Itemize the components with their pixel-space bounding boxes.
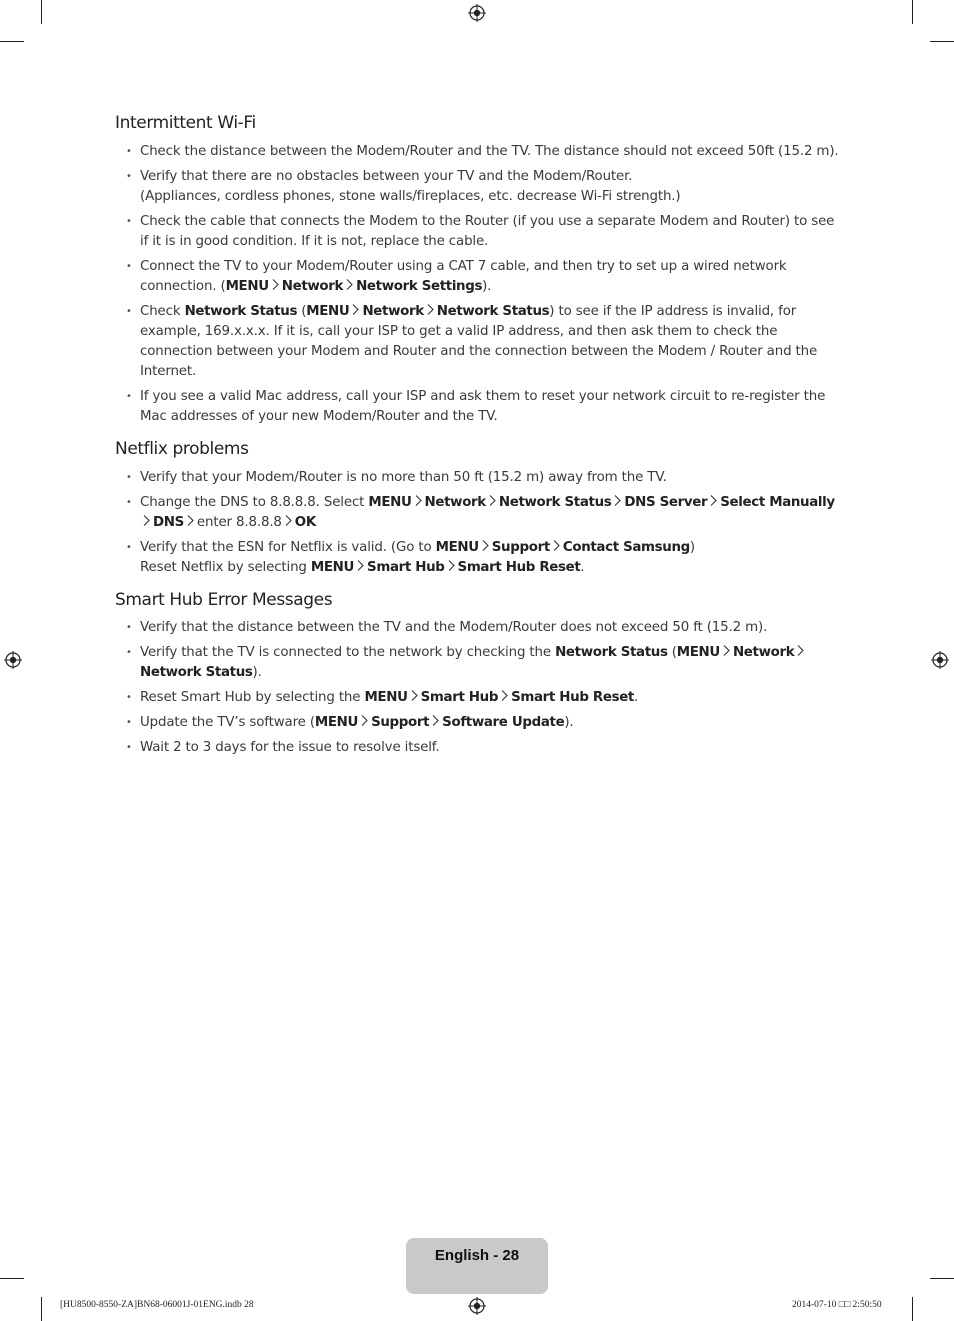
list-item [115,738,840,758]
list-item [115,257,840,297]
menu-path-term: Network Status [184,304,298,319]
chevron-right-icon [488,494,497,507]
menu-path-term: DNS Server [624,495,708,510]
section-netflix-problems [115,439,840,578]
text-run: Verify that there are no obstacles between your TV and the Modem/Router. [140,169,633,184]
menu-path-term: Support [491,540,550,555]
menu-path-term: MENU [676,645,720,660]
menu-path-term: DNS [153,515,184,530]
section-smart-hub-error-messages [115,590,840,758]
text-run: ) [689,540,695,555]
text-run: ). [482,279,492,294]
registration-mark-icon [468,4,486,22]
footer-date-info: 2014-07-10 □□ 2:50:50 [792,1300,882,1310]
menu-path-term: Network [424,495,486,510]
chevron-right-icon [613,494,622,507]
section-heading: Netflix problems [115,439,249,459]
page-number-label: English - 28 [434,1247,520,1264]
list-item [115,167,840,207]
list-item [115,713,840,733]
list-item [115,643,840,683]
section-intermittent-wifi [115,113,840,427]
crop-mark [912,1297,913,1321]
chevron-right-icon [552,539,561,552]
chevron-right-icon [500,689,509,702]
text-run: Verify that the TV is connected to the network by checking the [140,645,556,660]
text-run: Check the cable that connects the Modem to the Router (if you use a separate Modem and Router) to see if it is in good condition. If it is not, replace the cable. [140,214,835,249]
list-item [115,302,840,382]
chevron-right-icon [426,303,435,316]
menu-path-term: MENU [364,690,408,705]
page-content [115,113,840,758]
chevron-right-icon [414,494,423,507]
text-run: Verify that your Modem/Router is no more than 50 ft (15.2 m) away from the TV. [140,470,667,485]
bullet-list [115,142,840,427]
text-run: ). [252,665,262,680]
menu-path-term: Smart Hub [367,560,445,575]
chevron-right-icon [360,714,369,727]
menu-path-term: MENU [310,560,355,575]
registration-mark-icon [4,651,22,669]
chevron-right-icon [345,278,354,291]
list-item [115,212,840,252]
crop-mark [0,41,24,42]
text-run: Verify that the ESN for Netflix is valid. (Go to [140,540,436,555]
menu-path-term: MENU [368,495,412,510]
text-run: (Appliances, cordless phones, stone walls/fireplaces, etc. decrease Wi-Fi strength.) [140,189,681,204]
menu-path-term: Network Status [140,665,253,680]
menu-path-term: Network [281,279,344,294]
text-run: Connect the TV to your Modem/Router using a CAT 7 cable, and then try to set up a wired network connection. ( [140,259,787,294]
menu-path-term: MENU [225,279,269,294]
menu-path-term: Network [732,645,795,660]
crop-mark [0,1278,24,1279]
list-item [115,538,840,578]
crop-mark [912,0,913,24]
menu-path-term: Network Status [498,495,612,510]
list-item [115,468,840,488]
list-item [115,142,840,162]
registration-mark-icon [468,1297,486,1315]
section-heading: Intermittent Wi-Fi [115,113,256,133]
menu-path-term: MENU [314,715,359,730]
list-item [115,387,840,427]
menu-path-term: Network Status [436,304,550,319]
page-number-tab [406,1238,548,1294]
list-item [115,688,840,708]
crop-mark [930,41,954,42]
chevron-right-icon [410,689,419,702]
text-run: ( [667,645,677,660]
text-run: If you see a valid Mac address, call your ISP and ask them to reset your network circuit to re-register the Mac addresses of your new Modem/Router and the TV. [140,389,826,424]
menu-path-term: OK [294,515,316,530]
chevron-right-icon [447,559,456,572]
bullet-list [115,468,840,578]
menu-path-term: Network Settings [356,279,483,294]
text-run: . [580,560,585,575]
list-item [115,493,840,533]
section-heading: Smart Hub Error Messages [115,590,333,610]
menu-path-term: Contact Samsung [562,540,690,555]
text-run: Reset Netflix by selecting [140,560,311,575]
text-run: . [633,690,639,705]
footer-file-info: [HU8500-8550-ZA]BN68-06001J-01ENG.indb 28 [60,1300,254,1310]
text-run: enter 8.8.8.8 [196,515,282,530]
menu-path-term: Smart Hub Reset [511,690,634,705]
chevron-right-icon [284,514,293,527]
bullet-list [115,618,840,758]
text-run: Reset Smart Hub by selecting the [140,690,365,705]
menu-path-term: MENU [306,304,350,319]
chevron-right-icon [271,278,280,291]
menu-path-term: MENU [435,540,479,555]
menu-path-term: Software Update [442,715,565,730]
crop-mark [41,1297,42,1321]
menu-path-term: Smart Hub [420,690,499,705]
chevron-right-icon [481,539,490,552]
text-run: ). [564,715,574,730]
menu-path-term: Network [362,304,424,319]
text-run: Check [140,304,185,319]
chevron-right-icon [351,303,360,316]
chevron-right-icon [709,494,718,507]
chevron-right-icon [722,644,731,657]
menu-path-term: Smart Hub Reset [457,560,581,575]
text-run: ( [297,304,307,319]
chevron-right-icon [356,559,365,572]
menu-path-term: Support [371,715,430,730]
crop-mark [41,0,42,24]
text-run: Change the DNS to 8.8.8.8. Select [140,495,369,510]
registration-mark-icon [931,651,949,669]
crop-mark [930,1278,954,1279]
menu-path-term: Network Status [555,645,668,660]
text-run: Wait 2 to 3 days for the issue to resolve itself. [140,740,440,755]
menu-path-term: Select Manually [720,495,835,510]
chevron-right-icon [142,514,151,527]
chevron-right-icon [186,514,195,527]
chevron-right-icon [796,644,805,657]
text-run: Update the TV’s software ( [140,715,315,730]
list-item [115,618,840,638]
text-run: Verify that the distance between the TV and the Modem/Router does not exceed 50 ft (15.2 m). [140,620,768,635]
chevron-right-icon [431,714,440,727]
text-run: Check the distance between the Modem/Router and the TV. The distance should not exceed 50ft (15.2 m). [140,144,839,159]
text-run: ) to see if the IP address is invalid, for example, 169.x.x.x. If it is, call your ISP to get a valid IP address, and then ask them to check the connection between your Modem and Router and the connection between the Modem / Router and the Internet. [140,304,818,379]
